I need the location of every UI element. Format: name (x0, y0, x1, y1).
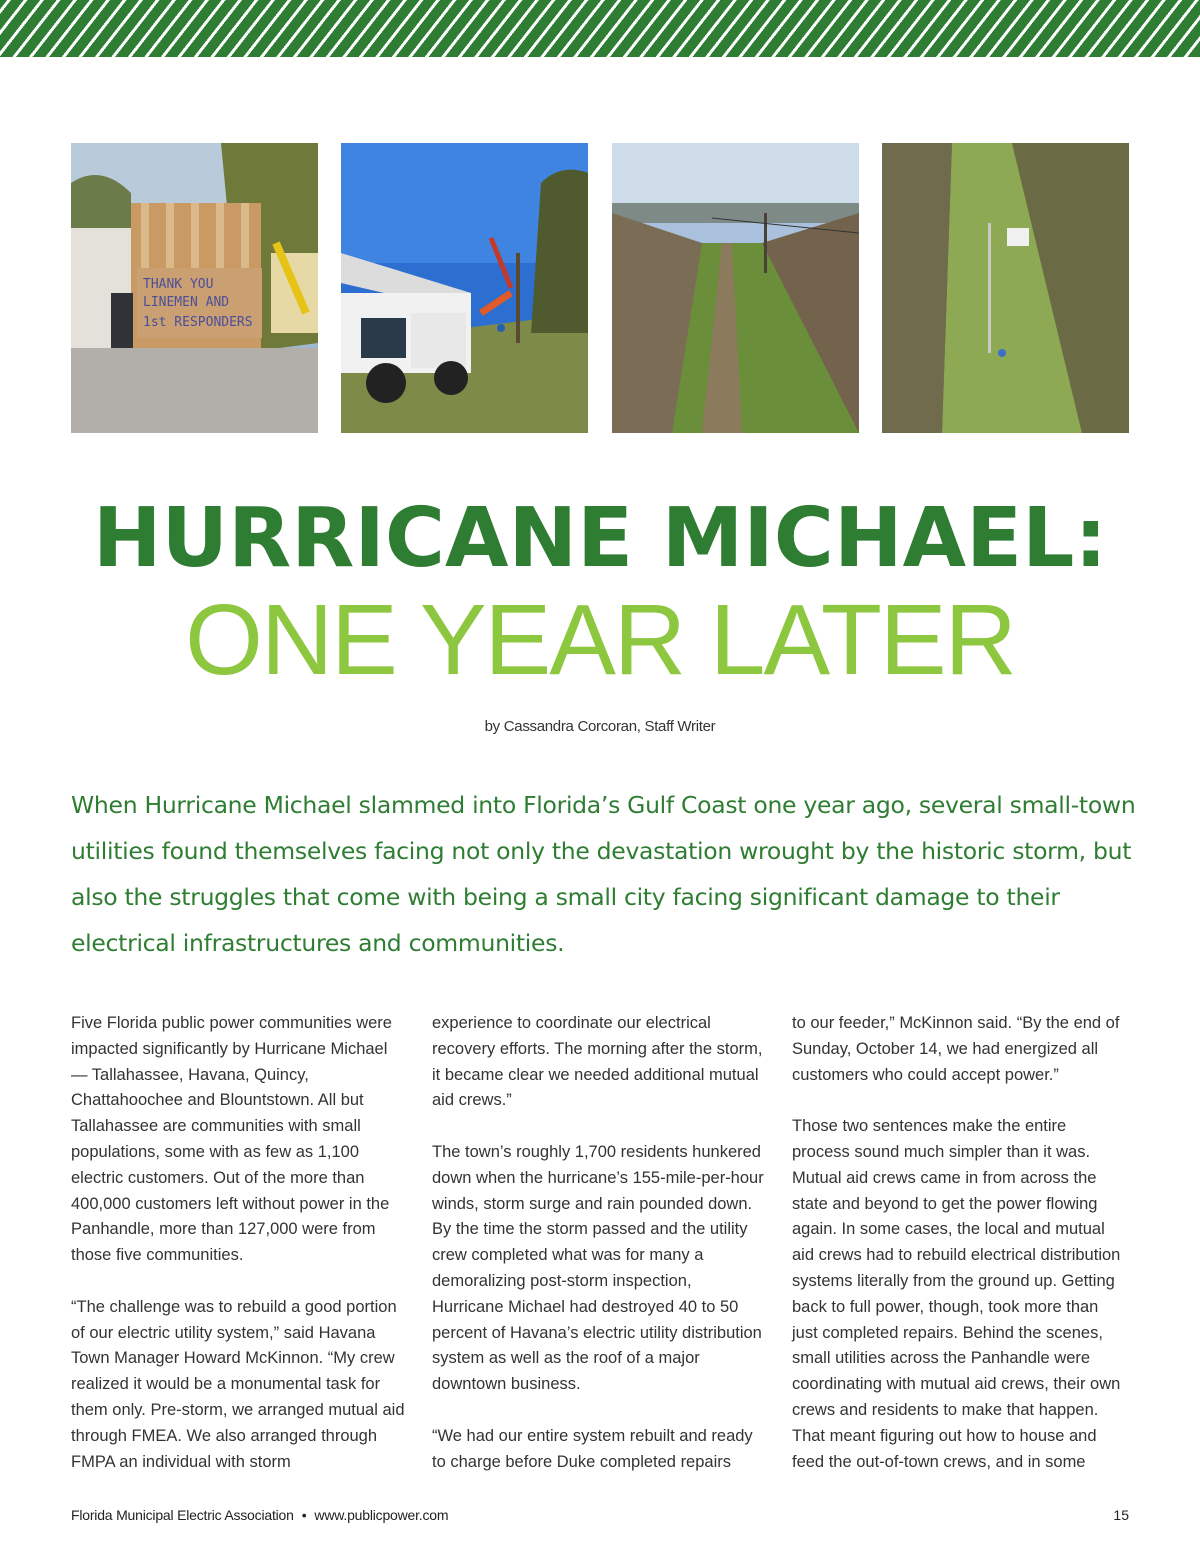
building-with-thank-you-sign-photo (71, 143, 318, 433)
footer-url[interactable]: www.publicpower.com (314, 1507, 449, 1523)
svg-text:LINEMEN AND: LINEMEN AND (143, 295, 230, 310)
byline: by Cassandra Corcoran, Staff Writer (484, 718, 716, 735)
svg-text:1st RESPONDERS: 1st RESPONDERS (143, 315, 253, 330)
article-title: HURRICANE MICHAEL: (92, 491, 1108, 586)
body-column-1 (71, 1011, 406, 1501)
body-paragraph: experience to coordinate our electrical recovery efforts. The morning after the storm, it became clear we needed additional mutual aid crews.” (432, 1014, 763, 1110)
bucket-truck-photo (341, 143, 588, 433)
body-paragraph: Those two sentences make the entire process sound much simpler than it was. Mutual aid crews came in from across the state and beyond to get the power flowing again. In some cases, the local and mutual aid crews had to rebuild electrical distribution systems literally from the ground up. Getting back to full power, though, took more than just completed repairs. Behind the scenes, small utilities across the Panhandle were coordinating with mutual aid crews, their own crews and residents to make that happen. That meant figuring out how to house and feed the out-of-town crews, and in some (792, 1117, 1121, 1471)
aerial-right-of-way-photo (882, 143, 1129, 433)
footer-org: Florida Municipal Electric Association (71, 1507, 294, 1523)
body-column-3 (792, 1011, 1127, 1501)
body-paragraph: The town’s roughly 1,700 residents hunkered down when the hurricane’s 155-mile-per-hour winds, storm surge and rain pounded down. By the time the storm passed and the utility crew completed what was for many a demoralizing post-storm inspection, Hurricane Michael had destroyed 40 to 50 percent of Havana’s electric utility distribution system as well as the roof of a major downtown business. (432, 1142, 764, 1394)
svg-text:THANK YOU: THANK YOU (143, 277, 214, 292)
decorative-stripe-band (0, 0, 1200, 57)
body-paragraph: Five Florida public power communities were impacted significantly by Hurricane Michael — Tallahassee, Havana, Quincy, Chattahoochee and Blountstown. All but Tallahassee are communities with small populations, some with as few as 1,100 electric customers. Out of the more than 400,000 customers left without power in the Panhandle, more than 127,000 were from those five communities. (71, 1014, 392, 1265)
body-paragraph: “The challenge was to rebuild a good portion of our electric utility system,” said Havana Town Manager Howard McKinnon. “My crew realized it would be a monumental task for them only. Pre-storm, we arranged mutual aid through FMEA. We also arranged through FMPA an individual with storm (71, 1297, 405, 1471)
footer-publication (71, 1507, 448, 1523)
body-paragraph: to our feeder,” McKinnon said. “By the end of Sunday, October 14, we had energized all customers who could accept power.” (792, 1014, 1120, 1084)
article-subtitle: ONE YEAR LATER (185, 584, 1015, 696)
power-line-corridor-photo (612, 143, 859, 433)
intro-paragraph: When Hurricane Michael slammed into Florida’s Gulf Coast one year ago, several small-town utilities found themselves facing not only the devastation wrought by the historic storm, but also the struggles that come with being a small city facing significant damage to their electrical infrastructures and communities. (71, 791, 1136, 957)
body-column-2 (432, 1011, 767, 1501)
page-number: 15 (1113, 1507, 1129, 1523)
footer-separator: • (301, 1507, 307, 1523)
body-paragraph: “We had our entire system rebuilt and ready to charge before Duke completed repairs (432, 1426, 753, 1471)
